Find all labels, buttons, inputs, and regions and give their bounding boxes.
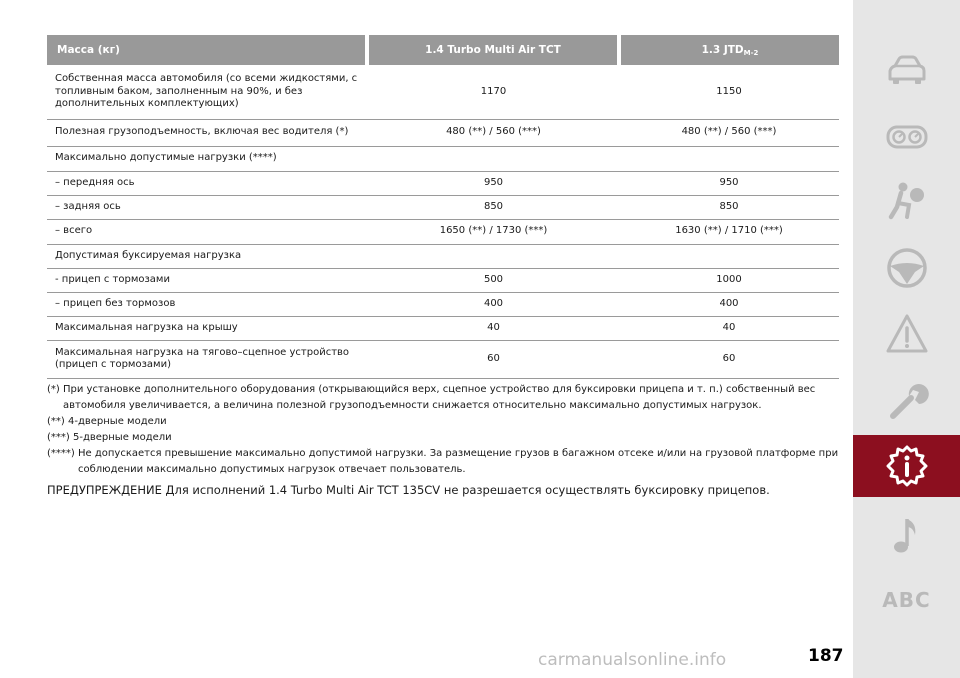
towing-warning: ПРЕДУПРЕЖДЕНИЕ Для исполнений 1.4 Turbo Multi Air TCT 135CV не разрешается осуществлять буксировку прицепов. [47, 482, 770, 497]
header-diesel-main: 1.3 JTD [701, 44, 744, 56]
sidebar-item-warnings[interactable] [853, 303, 960, 365]
footnote-text: Не допускается превышение максимально допустимой нагрузки. За размещение грузов в багажном отсеке и/или на грузовой платформе при соблюдении максимально допустимых нагрузок отвечает пользователь. [77, 447, 839, 475]
header-engine-petrol: 1.4 Turbo Multi Air TCT [368, 35, 619, 65]
row-label: – прицеп без тормозов [47, 292, 368, 316]
row-value-petrol [368, 244, 619, 268]
page-content [47, 35, 839, 497]
footnote-text: 5-дверные модели [72, 431, 172, 443]
row-value-petrol: 1170 [368, 65, 619, 119]
row-label: Максимально допустимые нагрузки (****) [47, 146, 368, 171]
table-row [47, 268, 839, 292]
footnote [47, 446, 839, 478]
footnotes [47, 382, 839, 478]
footnote-text: 4-дверные модели [67, 415, 167, 427]
sidebar-item-steering[interactable] [853, 237, 960, 299]
footnote-text: При установке дополнительного оборудования (открывающийся верх, сцепное устройство для буксировки прицепа и т. п.) собственный вес автомобиля увеличивается, а величина полезной грузоподъемности снижается относительно максимально допустимых нагрузок. [62, 383, 816, 411]
row-value-diesel: 400 [619, 292, 839, 316]
row-value-petrol: 400 [368, 292, 619, 316]
technical-data-icon [885, 444, 929, 488]
footnote-marker: (**) [47, 415, 68, 427]
row-label: – передняя ось [47, 171, 368, 195]
table-row [47, 219, 839, 244]
header-mass: Масса (кг) [47, 35, 368, 65]
row-value-petrol: 60 [368, 340, 619, 378]
row-value-diesel: 480 (**) / 560 (***) [619, 119, 839, 146]
weights-table [47, 35, 839, 379]
row-value-petrol: 1650 (**) / 1730 (***) [368, 219, 619, 244]
header-diesel-sub: M-2 [743, 49, 759, 57]
row-value-diesel: 1000 [619, 268, 839, 292]
sidebar-item-index[interactable] [853, 569, 960, 631]
row-label: – задняя ось [47, 195, 368, 219]
footnote-marker: (*) [47, 383, 63, 395]
footnote [47, 414, 839, 430]
row-value-petrol: 850 [368, 195, 619, 219]
row-label: Собственная масса автомобиля (со всеми жидкостями, с топливным баком, заполненным на 90%, и без дополнительных комплектующих) [47, 65, 368, 119]
table-row [47, 292, 839, 316]
sidebar-item-technical-data[interactable] [853, 435, 960, 497]
row-label: Максимальная нагрузка на тягово–сцепное устройство (прицеп с тормозами) [47, 340, 368, 378]
chapter-sidebar [853, 0, 960, 678]
table-row [47, 146, 839, 171]
dashboard-gauges-icon [885, 115, 929, 159]
row-value-petrol: 950 [368, 171, 619, 195]
row-value-petrol [368, 146, 619, 171]
table-row [47, 316, 839, 340]
wrench-icon [885, 378, 929, 422]
row-label: Максимальная нагрузка на крышу [47, 316, 368, 340]
row-value-diesel: 850 [619, 195, 839, 219]
row-value-diesel [619, 146, 839, 171]
row-value-diesel: 950 [619, 171, 839, 195]
row-value-petrol: 40 [368, 316, 619, 340]
footnote [47, 382, 839, 414]
index-abc-icon: ABC [882, 588, 931, 612]
sidebar-item-car[interactable] [853, 40, 960, 102]
row-value-petrol: 480 (**) / 560 (***) [368, 119, 619, 146]
row-label: Полезная грузоподъемность, включая вес водителя (*) [47, 119, 368, 146]
row-label: Допустимая буксируемая нагрузка [47, 244, 368, 268]
table-row [47, 340, 839, 378]
page-number: 187 [808, 646, 844, 666]
row-value-diesel: 60 [619, 340, 839, 378]
table-row [47, 119, 839, 146]
row-value-diesel: 1630 (**) / 1710 (***) [619, 219, 839, 244]
sidebar-item-safety[interactable] [853, 170, 960, 232]
row-value-petrol: 500 [368, 268, 619, 292]
row-label: – всего [47, 219, 368, 244]
row-value-diesel: 40 [619, 316, 839, 340]
row-value-diesel [619, 244, 839, 268]
table-row [47, 195, 839, 219]
steering-wheel-icon [885, 246, 929, 290]
header-engine-diesel [619, 35, 839, 65]
sidebar-item-maintenance[interactable] [853, 369, 960, 431]
music-note-icon [885, 513, 929, 557]
row-label: - прицеп с тормозами [47, 268, 368, 292]
table-row [47, 244, 839, 268]
sidebar-item-multimedia[interactable] [853, 504, 960, 566]
row-value-diesel: 1150 [619, 65, 839, 119]
footnote [47, 430, 839, 446]
car-icon [885, 49, 929, 93]
sidebar-item-dashboard[interactable] [853, 106, 960, 168]
table-row [47, 65, 839, 119]
table-header-row [47, 35, 839, 65]
footnote-marker: (****) [47, 447, 78, 459]
table-row [47, 171, 839, 195]
footnote-marker: (***) [47, 431, 73, 443]
watermark: carmanualsonline.info [538, 650, 727, 670]
warning-triangle-icon [885, 312, 929, 356]
airbag-safety-icon [885, 179, 929, 223]
